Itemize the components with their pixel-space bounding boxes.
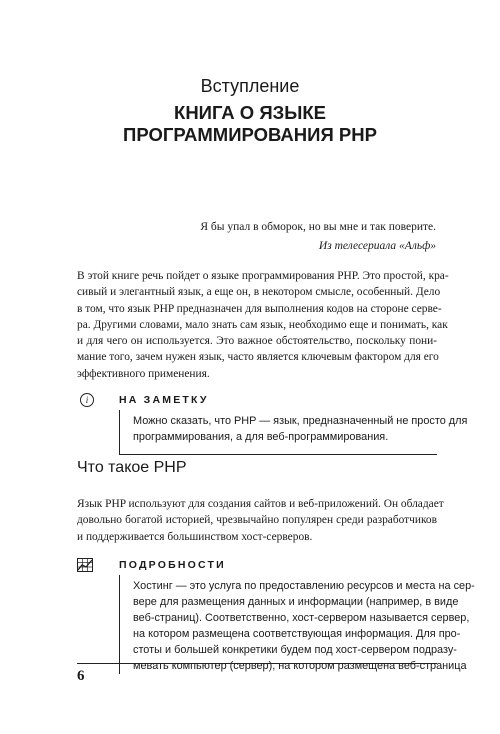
epigraph-quote: Я бы упал в обморок, но вы мне и так поверите. xyxy=(200,221,436,233)
chapter-title xyxy=(0,102,500,146)
chapter-title-line: КНИГА О ЯЗЫКЕ xyxy=(174,102,326,123)
info-icon: i xyxy=(80,393,94,407)
page-number: 6 xyxy=(77,668,85,684)
details-line: вере для размещения данных и информации (например, в виде xyxy=(133,596,459,608)
note-line: Можно сказать, что PHP — язык, предназначенный не просто для xyxy=(133,415,468,427)
details-line: на котором размещена соответствующая информация. Для про- xyxy=(133,628,461,640)
chart-icon xyxy=(77,558,93,572)
paragraph-line: сивый и элегантный язык, а еще он, в некотором смысле, особенный. Дело xyxy=(77,286,441,299)
note-body xyxy=(119,410,468,455)
paragraph-line: мание того, зачем нужен язык, часто является ключевым фактором для его xyxy=(77,351,439,364)
details-heading: ПОДРОБНОСТИ xyxy=(119,559,226,571)
note-heading: НА ЗАМЕТКУ xyxy=(119,394,209,406)
details-body xyxy=(119,575,475,674)
paragraph-line: и поддерживается большинством хост-серверов. xyxy=(77,530,313,543)
epigraph xyxy=(136,218,436,256)
paragraph-line: и для чего он используется. Это важное обстоятельство, поскольку пони- xyxy=(77,335,437,348)
section-heading: Что такое PHP xyxy=(77,459,187,476)
paragraph-line: Язык PHP используют для создания сайтов и веб-приложений. Он обладает xyxy=(77,498,444,510)
details-line: Хостинг — это услуга по предоставлению ресурсов и места на сер- xyxy=(133,580,475,592)
details-line: веб-страниц). Соответственно, хост-сервером называется сервер, xyxy=(133,612,470,624)
paragraph-line: ра. Другими словами, мало знать сам язык, необходимо еще и понимать, как xyxy=(77,318,448,331)
chapter-label: Вступление xyxy=(200,76,300,96)
intro-paragraph xyxy=(77,268,449,382)
paragraph-line: В этой книге речь пойдет о языке программирования PHP. Это простой, кра- xyxy=(77,270,449,282)
paragraph-line: довольно богатой историей, чрезвычайно популярен среди разработчиков xyxy=(77,514,437,527)
details-line: мевать компьютер (сервер), на котором размещена веб-страница xyxy=(133,660,467,672)
epigraph-source: Из телесериала «Альф» xyxy=(318,240,436,252)
note-line: программирования, а для веб-программирования. xyxy=(133,431,389,443)
footer-rule xyxy=(77,663,437,664)
section-paragraph xyxy=(77,496,444,545)
paragraph-line: в том, что язык PHP предназначен для выполнения кодов на стороне серве- xyxy=(77,302,442,315)
chapter-title-line: ПРОГРАММИРОВАНИЯ PHP xyxy=(123,124,377,145)
details-line: стоты и большей конкретики будем под хост-сервером подразу- xyxy=(133,644,457,656)
paragraph-line: эффективного применения. xyxy=(77,367,210,380)
